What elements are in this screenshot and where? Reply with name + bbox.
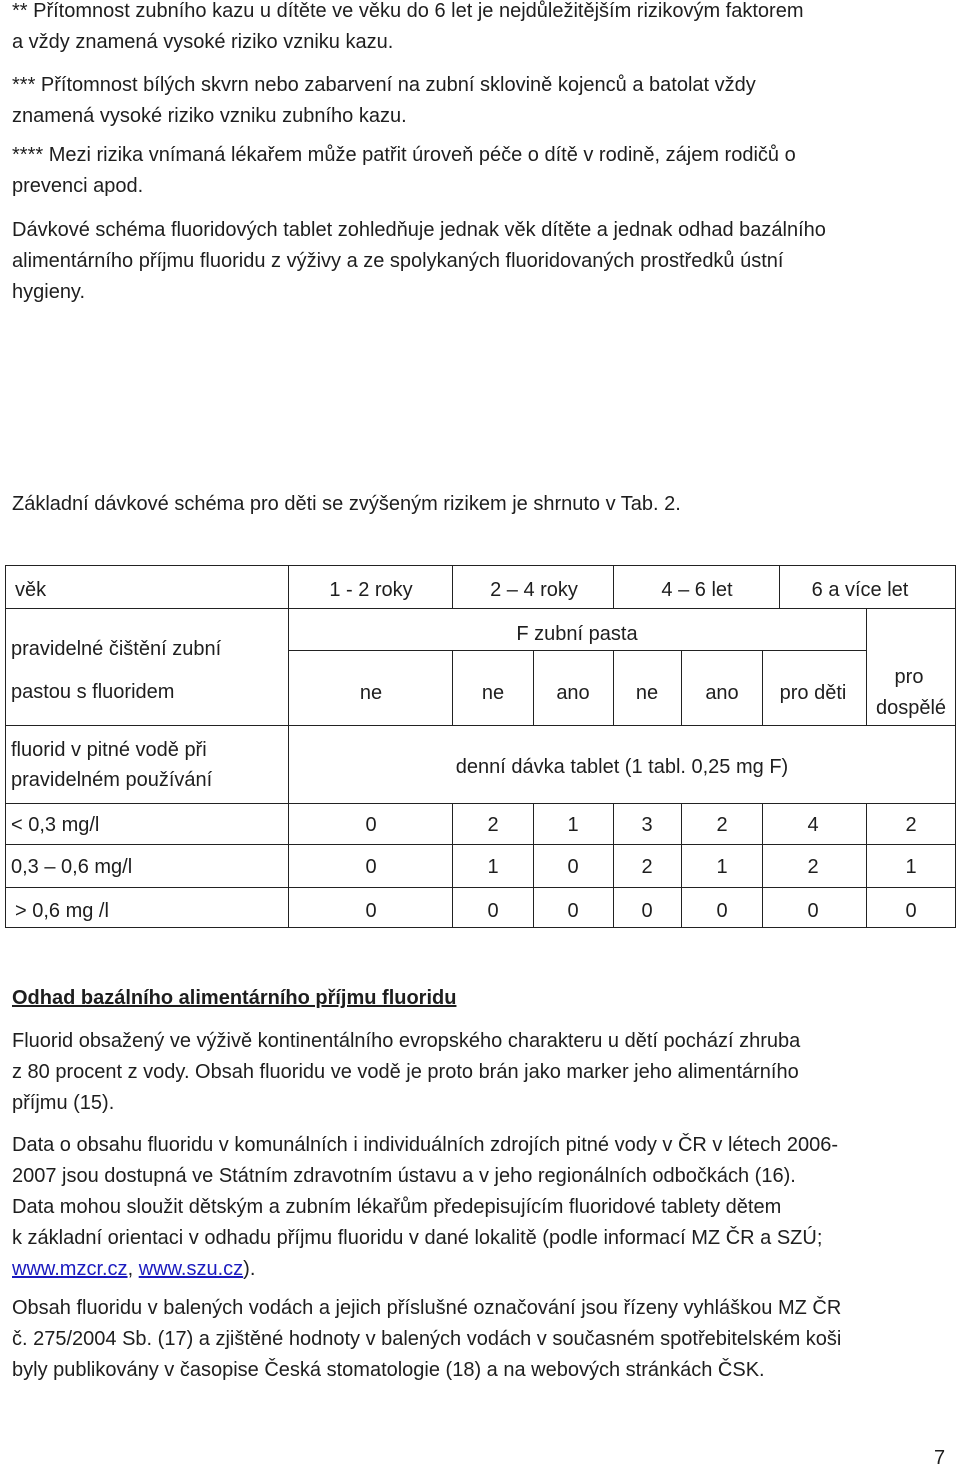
- text-line: z 80 procent z vody. Obsah fluoridu ve vodě je proto brán jako marker jeho alimentárního: [12, 1061, 799, 1083]
- closing-paren: ).: [243, 1258, 256, 1280]
- text-line: Dávkové schéma fluoridových tablet zohledňuje jednak věk dítěte a jednak odhad bazálního: [12, 219, 826, 241]
- water-label-line1: fluorid v pitné vodě při: [11, 739, 207, 761]
- dose-cell: 2: [905, 814, 917, 836]
- dose-cell: 2: [487, 814, 499, 836]
- row-label: 0,3 – 0,6 mg/l: [11, 856, 133, 878]
- text-line: Fluorid obsažený ve výživě kontinentálního evropského charakteru u dětí pochází zhruba: [12, 1030, 801, 1052]
- age-group-cell: 4 – 6 let: [661, 579, 733, 601]
- text-line: alimentárního příjmu fluoridu z výživy a ze spolykaných fluoridovaných prostředků ústní: [12, 250, 784, 272]
- row-label: < 0,3 mg/l: [11, 814, 100, 836]
- text-line: 2007 jsou dostupná ve Státním zdravotním ústavu a v jeho regionálních odbočkách (16).: [12, 1165, 796, 1187]
- text-line: a vždy znamená vysoké riziko vzniku kazu.: [12, 31, 394, 53]
- age-group-cell: 1 - 2 roky: [329, 579, 413, 601]
- dose-cell: 4: [807, 814, 819, 836]
- text-line: č. 275/2004 Sb. (17) a zjištěné hodnoty v balených vodách v současném spotřebitelském koši: [12, 1328, 842, 1350]
- paragraph-water-marker: [12, 1026, 942, 1119]
- text-line: **** Mezi rizika vnímaná lékařem může patřit úroveň péče o dítě v rodině, zájem rodičů o: [12, 144, 796, 166]
- dose-cell: 0: [905, 900, 917, 922]
- text-line: ** Přítomnost zubního kazu u dítěte ve věku do 6 let je nejdůležitějším rizikovým faktorem: [12, 0, 804, 22]
- toothpaste-value: pro děti: [779, 682, 847, 704]
- dose-cell: 0: [641, 900, 653, 922]
- toothpaste-label-line1: pravidelné čištění zubní: [11, 638, 222, 660]
- toothpaste-value: ne: [635, 682, 659, 704]
- text-line: Data mohou sloužit dětským a zubním lékařům předepisujícím fluoridové tablety dětem: [12, 1196, 782, 1218]
- text-line: Základní dávkové schéma pro děti se zvýšeným rizikem je shrnuto v Tab. 2.: [12, 493, 681, 515]
- text-line: znamená vysoké riziko vzniku zubního kazu.: [12, 105, 407, 127]
- dose-header: denní dávka tablet (1 tabl. 0,25 mg F): [455, 756, 789, 778]
- dose-cell: 0: [716, 900, 728, 922]
- row-label: > 0,6 mg /l: [15, 900, 109, 922]
- text-line: byly publikovány v časopise Česká stomatologie (18) a na webových stránkách ČSK.: [12, 1359, 765, 1381]
- link-mzcr[interactable]: www.mzcr.cz: [12, 1258, 128, 1280]
- age-group-cell: 2 – 4 roky: [490, 579, 578, 601]
- text-line: prevenci apod.: [12, 175, 144, 197]
- dosage-table: [5, 565, 956, 929]
- dose-cell: 0: [567, 856, 579, 878]
- dose-cell: 1: [905, 856, 917, 878]
- dose-cell: 1: [487, 856, 499, 878]
- toothpaste-value: ne: [481, 682, 505, 704]
- text-line: hygieny.: [12, 281, 86, 303]
- toothpaste-value: ne: [359, 682, 383, 704]
- dose-cell: 2: [807, 856, 819, 878]
- dose-cell: 0: [365, 900, 377, 922]
- text-line: příjmu (15).: [12, 1092, 115, 1114]
- footnote-triple-asterisk: [12, 70, 942, 132]
- link-szu[interactable]: www.szu.cz: [138, 1258, 244, 1280]
- dose-cell: 0: [807, 900, 819, 922]
- intro-paragraph: [12, 215, 942, 308]
- dose-cell: 2: [641, 856, 653, 878]
- paragraph-data-sources: [12, 1130, 942, 1285]
- footnote-double-asterisk: [12, 0, 942, 58]
- dose-cell: 1: [567, 814, 579, 836]
- dose-cell: 0: [567, 900, 579, 922]
- age-group-cell: 6 a více let: [811, 579, 909, 601]
- text-line-links: [12, 1254, 942, 1285]
- dose-cell: 0: [365, 856, 377, 878]
- table-summary-line: [12, 489, 942, 520]
- heading-text: Odhad bazálního alimentárního příjmu fluoridu: [12, 987, 457, 1009]
- text-line: k základní orientaci v odhadu příjmu fluoridu v dané lokalitě (podle informací MZ ČR a SZÚ;: [12, 1227, 823, 1249]
- text-line: Data o obsahu fluoridu v komunálních i individuálních zdrojích pitné vody v ČR v létech 2006-: [12, 1134, 839, 1156]
- page-number: 7: [934, 1447, 946, 1469]
- dose-cell: 3: [641, 814, 653, 836]
- dose-cell: 0: [487, 900, 499, 922]
- adult-label-line2: dospělé: [875, 697, 947, 719]
- dose-cell: 1: [716, 856, 728, 878]
- adult-label-line1: pro: [894, 666, 924, 688]
- footnote-quadruple-asterisk: [12, 140, 942, 202]
- toothpaste-header: F zubní pasta: [516, 623, 638, 645]
- dose-cell: 2: [716, 814, 728, 836]
- section-heading: [12, 983, 942, 1014]
- link-separator: ,: [127, 1258, 139, 1280]
- text-line: *** Přítomnost bílých skvrn nebo zabarvení na zubní sklovině kojenců a batolat vždy: [12, 74, 756, 96]
- age-label: věk: [15, 579, 47, 601]
- paragraph-bottled-water: [12, 1293, 942, 1386]
- text-line: Obsah fluoridu v balených vodách a jejich příslušné označování jsou řízeny vyhláškou MZ ČR: [12, 1297, 842, 1319]
- toothpaste-value: ano: [556, 682, 590, 704]
- toothpaste-value: ano: [705, 682, 739, 704]
- water-label-line2: pravidelném používání: [11, 769, 213, 791]
- toothpaste-label-line2: pastou s fluoridem: [11, 681, 175, 703]
- dose-cell: 0: [365, 814, 377, 836]
